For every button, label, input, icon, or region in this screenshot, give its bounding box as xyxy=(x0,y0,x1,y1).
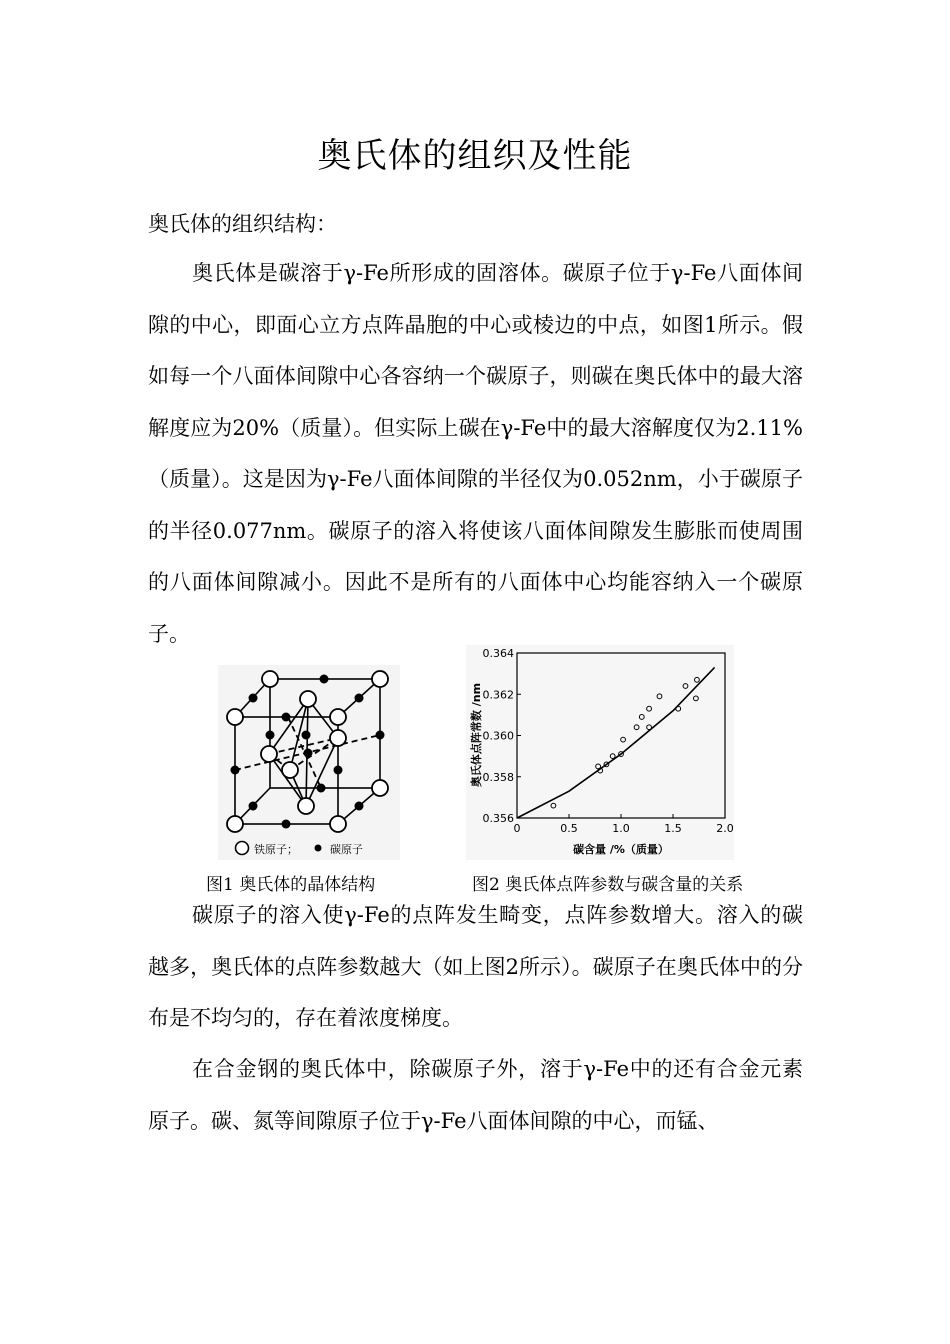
data-point xyxy=(695,677,700,682)
legend-carbon-icon xyxy=(315,845,322,852)
x-tick-label: 1.5 xyxy=(664,822,682,835)
section-heading: 奥氏体的组织结构： xyxy=(148,212,337,236)
x-tick-label: 0.5 xyxy=(560,822,578,835)
data-point xyxy=(551,803,556,808)
paragraph-2: 碳原子的溶入使γ-Fe的点阵发生畸变，点阵参数增大。溶入的碳越多，奥氏体的点阵参数越大（如上图2所示）。碳原子在奥氏体中的分布是不均匀的，存在着浓度梯度。 xyxy=(148,903,803,1030)
fit-curve xyxy=(517,667,715,818)
paragraph-3: 在合金钢的奥氏体中，除碳原子外，溶于γ-Fe中的还有合金元素原子。碳、氮等间隙原子位于γ-Fe八面体间隙的中心，而锰、 xyxy=(148,1057,803,1133)
crystal-structure-diagram xyxy=(218,665,400,860)
x-tick-label: 0 xyxy=(513,822,521,835)
x-tick-label: 2.0 xyxy=(716,822,734,835)
page-title: 奥氏体的组织及性能 xyxy=(317,136,633,176)
data-point xyxy=(621,737,626,742)
paragraph-1: 奥氏体是碳溶于γ-Fe所形成的固溶体。碳原子位于γ-Fe八面体间隙的中心，即面心立方点阵晶胞的中心或棱边的中点，如图1所示。假如每一个八面体间隙中心各容纳一个碳原子，则碳在奥氏体中的最大溶解度应为20%（质量）。但实际上碳在γ-Fe中的最大溶解度仅为2.11%（质量）。这是因为γ-Fe八面体间隙的半径仅为0.052nm，小于碳原子的半径0.077nm。碳原子的溶入将使该八面体间隙发生膨胀而使周围的八面体间隙减小。因此不是所有的八面体中心均能容纳入一个碳原子。 xyxy=(148,261,803,646)
crystal-structure-figure xyxy=(218,665,400,860)
data-point xyxy=(657,694,662,699)
y-tick-label: 0.362 xyxy=(482,688,514,702)
y-tick-label: 0.358 xyxy=(482,770,514,784)
y-tick-label: 0.356 xyxy=(482,812,514,825)
x-axis-label: 碳含量 /%（质量） xyxy=(573,843,669,856)
legend-iron-icon xyxy=(236,842,249,855)
plot-area xyxy=(517,653,725,818)
figure2-caption: 图2 奥氏体点阵参数与碳含量的关系 xyxy=(472,875,744,895)
legend-iron-label: 铁原子； xyxy=(254,843,298,856)
y-axis-label: 奥氏体点阵常数 /nm xyxy=(470,682,483,788)
figure1-caption: 图1 奥氏体的晶体结构 xyxy=(206,875,376,895)
x-tick-label: 1.0 xyxy=(612,822,630,835)
y-tick-label: 0.364 xyxy=(482,647,514,660)
data-point xyxy=(634,725,639,730)
lattice-parameter-chart xyxy=(466,645,734,860)
data-point xyxy=(639,715,644,720)
data-point xyxy=(610,754,615,759)
data-point xyxy=(693,696,698,701)
lattice-parameter-figure xyxy=(466,645,734,860)
data-point xyxy=(647,706,652,711)
legend-carbon-label: 碳原子 xyxy=(330,843,363,856)
data-point xyxy=(683,684,688,689)
y-tick-label: 0.360 xyxy=(482,729,514,743)
